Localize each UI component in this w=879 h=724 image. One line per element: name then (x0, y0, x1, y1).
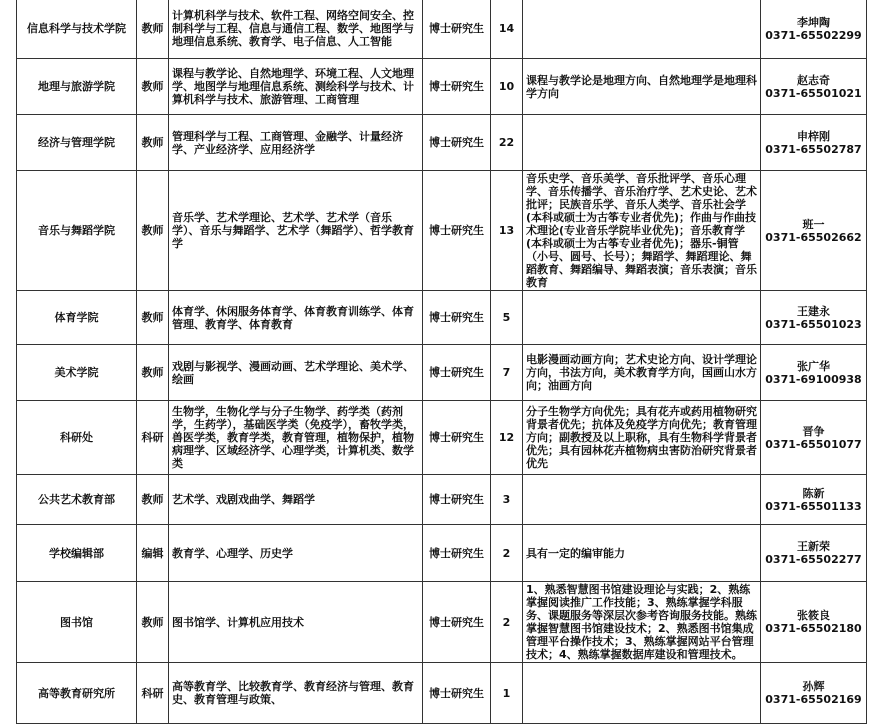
contact-name: 申梓刚 (797, 129, 830, 143)
table-body (17, 0, 867, 724)
contact-name: 陈新 (802, 486, 825, 500)
degree-cell: 博士研究生 (423, 291, 491, 345)
majors-cell: 教育学、心理学、历史学 (169, 525, 423, 582)
contact-name: 张筱良 (797, 609, 830, 622)
headcount-cell: 22 (491, 115, 523, 171)
unit-cell: 学校编辑部 (17, 525, 137, 582)
unit-cell: 美术学院 (17, 345, 137, 401)
requirements-cell (523, 663, 761, 724)
unit-cell: 图书馆 (17, 582, 137, 663)
position-type-cell: 科研 (137, 401, 169, 475)
contact-cell (761, 401, 867, 475)
headcount-cell: 14 (491, 0, 523, 59)
table-row (17, 475, 867, 525)
contact-phone: 0371-65502299 (765, 28, 862, 42)
contact-name: 李坤陶 (797, 15, 830, 29)
unit-cell: 信息科学与技术学院 (17, 0, 137, 59)
requirements-cell (523, 475, 761, 525)
contact-phone: 0371-65502180 (765, 622, 862, 635)
contact-cell (761, 525, 867, 582)
requirements-cell: 电影漫画动画方向；艺术史论方向、设计学理论方向，书法方向，美术教育学方向，国画山水方向；油画方向 (523, 345, 761, 401)
majors-cell: 课程与教学论、自然地理学、环境工程、人文地理学、地图学与地理信息系统、测绘科学与技术、计算机科学与技术、旅游管理、工商管理 (169, 59, 423, 115)
majors-cell: 管理科学与工程、工商管理、金融学、计量经济学、产业经济学、应用经济学 (169, 115, 423, 171)
requirements-cell: 课程与教学论是地理方向、自然地理学是地理科学方向 (523, 59, 761, 115)
position-type-cell: 教师 (137, 582, 169, 663)
contact-phone: 0371-65502787 (765, 142, 862, 156)
requirements-cell (523, 115, 761, 171)
table-row (17, 663, 867, 724)
unit-cell: 公共艺术教育部 (17, 475, 137, 525)
contact-name: 赵志奇 (797, 73, 830, 87)
table-row (17, 171, 867, 291)
degree-cell: 博士研究生 (423, 345, 491, 401)
unit-cell: 科研处 (17, 401, 137, 475)
degree-cell: 博士研究生 (423, 475, 491, 525)
position-type-cell: 编辑 (137, 525, 169, 582)
contact-cell (761, 115, 867, 171)
contact-cell (761, 59, 867, 115)
contact-cell (761, 171, 867, 291)
degree-cell: 博士研究生 (423, 0, 491, 59)
unit-cell: 体育学院 (17, 291, 137, 345)
unit-cell: 地理与旅游学院 (17, 59, 137, 115)
position-type-cell: 教师 (137, 171, 169, 291)
majors-cell: 艺术学、戏剧戏曲学、舞蹈学 (169, 475, 423, 525)
position-type-cell: 教师 (137, 345, 169, 401)
requirements-cell: 1、熟悉智慧图书馆建设理论与实践；2、熟练掌握阅读推广工作技能；3、熟练掌握学科服务、课题服务等深层次参考咨询服务技能。熟练掌握智慧图书馆建设技术；2、熟悉图书馆集成管理平台操作技术；3、熟练掌握网站平台管理技术；4、熟练掌握数据库建设和管理技术。 (523, 582, 761, 663)
contact-name: 王建永 (797, 304, 830, 318)
contact-name: 孙辉 (802, 680, 825, 693)
table-row (17, 525, 867, 582)
requirements-cell (523, 0, 761, 59)
degree-cell: 博士研究生 (423, 401, 491, 475)
position-type-cell: 科研 (137, 663, 169, 724)
table-row (17, 582, 867, 663)
contact-cell (761, 475, 867, 525)
contact-phone: 0371-69100938 (765, 372, 862, 386)
majors-cell: 音乐学、艺术学理论、艺术学、艺术学（音乐学）、音乐与舞蹈学、艺术学（舞蹈学）、哲学教育学 (169, 171, 423, 291)
recruitment-table (16, 0, 867, 724)
requirements-cell (523, 291, 761, 345)
position-type-cell: 教师 (137, 59, 169, 115)
degree-cell: 博士研究生 (423, 525, 491, 582)
contact-phone: 0371-65502169 (765, 693, 862, 706)
position-type-cell: 教师 (137, 0, 169, 59)
headcount-cell: 13 (491, 171, 523, 291)
table-row (17, 115, 867, 171)
majors-cell: 计算机科学与技术、软件工程、网络空间安全、控制科学与工程、信息与通信工程、数学、地图学与地理信息系统、教育学、电子信息、人工智能 (169, 0, 423, 59)
headcount-cell: 3 (491, 475, 523, 525)
contact-name: 王新荣 (797, 540, 830, 553)
contact-phone: 0371-65502662 (765, 230, 862, 244)
degree-cell: 博士研究生 (423, 115, 491, 171)
headcount-cell: 5 (491, 291, 523, 345)
position-type-cell: 教师 (137, 291, 169, 345)
table-row (17, 59, 867, 115)
majors-cell: 图书馆学、计算机应用技术 (169, 582, 423, 663)
unit-cell: 高等教育研究所 (17, 663, 137, 724)
table-row (17, 345, 867, 401)
requirements-cell: 具有一定的编审能力 (523, 525, 761, 582)
contact-name: 晋争 (802, 424, 825, 438)
contact-phone: 0371-65501077 (765, 437, 862, 451)
contact-cell (761, 0, 867, 59)
requirements-cell: 分子生物学方向优先；具有花卉或药用植物研究背景者优先；抗体及免疫学方向优先；教育管理方向；副教授及以上职称，具有生物科学背景者优先；具有园林花卉植物病虫害防治研究背景者优先 (523, 401, 761, 475)
headcount-cell: 12 (491, 401, 523, 475)
majors-cell: 戏剧与影视学、漫画动画、艺术学理论、美术学、绘画 (169, 345, 423, 401)
contact-phone: 0371-65501021 (765, 86, 862, 100)
degree-cell: 博士研究生 (423, 59, 491, 115)
contact-phone: 0371-65501133 (765, 499, 862, 513)
headcount-cell: 10 (491, 59, 523, 115)
table-row (17, 0, 867, 59)
contact-cell (761, 582, 867, 663)
headcount-cell: 2 (491, 582, 523, 663)
unit-cell: 音乐与舞蹈学院 (17, 171, 137, 291)
position-type-cell: 教师 (137, 475, 169, 525)
contact-name: 张广华 (797, 359, 830, 373)
majors-cell: 生物学，生物化学与分子生物学、药学类（药剂学，生药学），基础医学类（免疫学），畜牧学类，兽医学类，教育学类，教育管理，植物保护，植物病理学、区域经济学、心理学类，计算机类、数学类 (169, 401, 423, 475)
contact-cell (761, 663, 867, 724)
contact-cell (761, 345, 867, 401)
contact-phone: 0371-65502277 (765, 553, 862, 566)
headcount-cell: 1 (491, 663, 523, 724)
headcount-cell: 7 (491, 345, 523, 401)
majors-cell: 体育学、休闲服务体育学、体育教育训练学、体育管理、教育学、体育教育 (169, 291, 423, 345)
table-row (17, 291, 867, 345)
degree-cell: 博士研究生 (423, 663, 491, 724)
unit-cell: 经济与管理学院 (17, 115, 137, 171)
contact-cell (761, 291, 867, 345)
contact-name: 班一 (802, 217, 825, 231)
headcount-cell: 2 (491, 525, 523, 582)
position-type-cell: 教师 (137, 115, 169, 171)
degree-cell: 博士研究生 (423, 171, 491, 291)
contact-phone: 0371-65501023 (765, 317, 862, 331)
degree-cell: 博士研究生 (423, 582, 491, 663)
table-row (17, 401, 867, 475)
requirements-cell: 音乐史学、音乐美学、音乐批评学、音乐心理学、音乐传播学、音乐治疗学、艺术史论、艺术批评；民族音乐学、音乐人类学、音乐社会学(本科或硕士为古筝专业者优先)；作曲与作曲技术理论(专业音乐学院毕业优先)；音乐教育学(本科或硕士为古筝专业者优先)；器乐-铜管（小号、圆号、长号）；舞蹈学、舞蹈理论、舞蹈教育、舞蹈编导、舞蹈表演；音乐表演；音乐教育 (523, 171, 761, 291)
majors-cell: 高等教育学、比较教育学、教育经济与管理、教育史、教育管理与政策、 (169, 663, 423, 724)
